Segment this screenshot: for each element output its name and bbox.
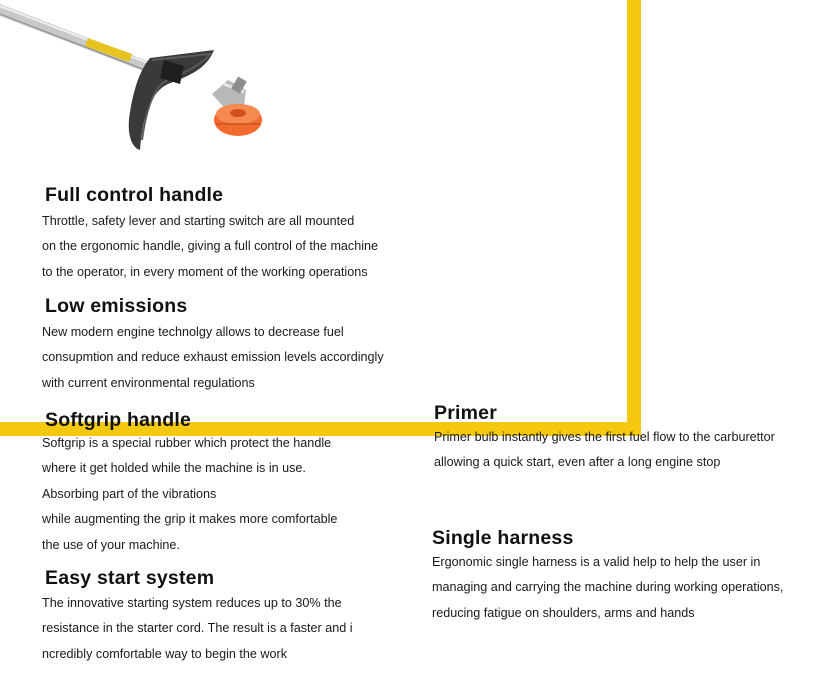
feature-low-emissions <box>42 295 384 396</box>
yellow-divider-vertical <box>627 0 641 436</box>
feature-title: Full control handle <box>45 184 224 206</box>
feature-text-line: to the operator, in every moment of the working operations <box>42 264 368 279</box>
feature-single-harness <box>432 527 783 626</box>
feature-text-line: Softgrip is a special rubber which protect the handle <box>42 436 332 450</box>
feature-full-control <box>42 184 378 285</box>
feature-title: Easy start system <box>45 567 215 589</box>
feature-title: Primer <box>434 402 497 424</box>
feature-title: Low emissions <box>45 295 188 317</box>
feature-text-line: reducing fatigue on shoulders, arms and hands <box>432 605 695 620</box>
feature-text-line: resistance in the starter cord. The result is a faster and i <box>42 621 353 636</box>
feature-text-line: while augmenting the grip it makes more comfortable <box>42 512 338 527</box>
feature-text-line: New modern engine technolgy allows to decrease fuel <box>42 325 344 339</box>
feature-text-line: allowing a quick start, even after a long engine stop <box>434 455 721 470</box>
feature-primer <box>434 402 775 476</box>
feature-text-line: The innovative starting system reduces up to 30% the <box>42 596 342 610</box>
feature-text-line: Ergonomic single harness is a valid help to help the user in <box>432 555 761 569</box>
feature-title: Softgrip handle <box>45 409 191 431</box>
feature-easy-start <box>42 567 353 667</box>
feature-text-line: managing and carrying the machine during working operations, <box>432 580 784 595</box>
feature-text-line: with current environmental regulations <box>42 375 255 390</box>
feature-text-line: Throttle, safety lever and starting switch are all mounted <box>42 214 355 228</box>
feature-title: Single harness <box>432 527 574 549</box>
feature-text-line: consupmtion and reduce exhaust emission levels accordingly <box>42 350 384 365</box>
feature-softgrip <box>42 409 337 558</box>
feature-text-line: Primer bulb instantly gives the first fuel flow to the carburettor <box>434 430 775 444</box>
feature-text-line: the use of your machine. <box>42 537 180 552</box>
feature-text-line: on the ergonomic handle, giving a full control of the machine <box>42 239 379 254</box>
feature-text-line: Absorbing part of the vibrations <box>42 486 217 501</box>
brush-cutter-head-image <box>0 0 300 160</box>
feature-text-line: ncredibly comfortable way to begin the work <box>42 646 288 661</box>
feature-text-line: where it get holded while the machine is in use. <box>42 461 306 476</box>
